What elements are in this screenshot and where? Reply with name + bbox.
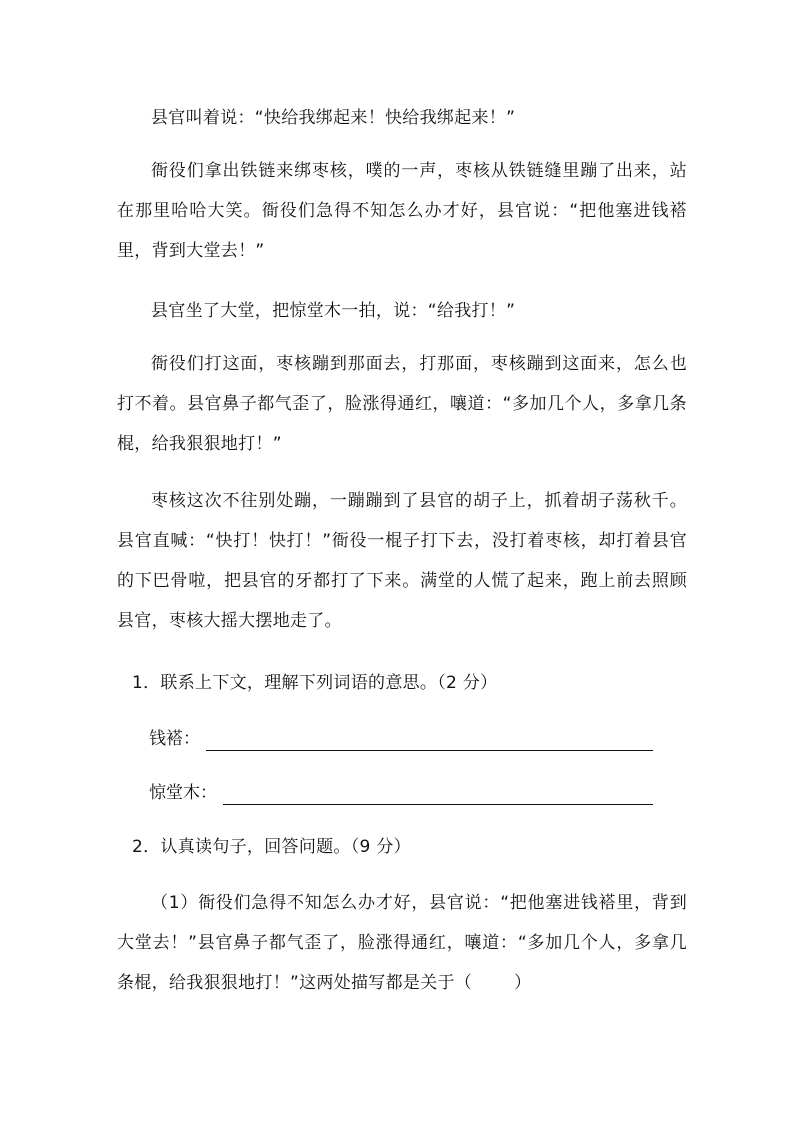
question-2-sub-1-text: （1）衙役们急得不知怎么办才好，县官说：“把他塞进钱褡里，背到大堂去！”县官鼻子都气歪了，脸涨得通红，嚷道：“多加几个人，多拿几条棍，给我狠狠地打！”这两处描写都是关于（ — [117, 893, 687, 993]
story-paragraph-1: 县官叫着说：“快给我绑起来！快给我绑起来！” — [151, 108, 516, 128]
question-1-title: 1．联系上下文，理解下列词语的意思。（2 分） — [132, 673, 498, 693]
question-2-sub-1 — [117, 883, 687, 1003]
jingtangmu-blank[interactable] — [223, 804, 653, 805]
question-2-sub-1-close: ） — [514, 973, 532, 993]
answer-line-jingtangmu — [149, 778, 654, 808]
story-paragraph-4: 衙役们打这面，枣核蹦到那面去，打那面，枣核蹦到这面来，怎么也打不着。县官鼻子都气歪了，脸涨得通红，嚷道：“多加几个人，多拿几条棍，给我狠狠地打！” — [117, 354, 687, 454]
story-paragraph-3: 县官坐了大堂，把惊堂木一拍，说：“给我打！” — [151, 301, 516, 321]
question-2-title: 2．认真读句子，回答问题。（9 分） — [132, 837, 411, 857]
story-paragraph-2: 衙役们拿出铁链来绑枣核，噗的一声，枣核从铁链缝里蹦了出来，站在那里哈哈大笑。衙役们急得不知怎么办才好，县官说：“把他塞进钱褡里，背到大堂去！” — [117, 161, 687, 261]
qiandai-label: 钱褡： — [149, 729, 200, 749]
story-paragraph-5: 枣核这次不往别处蹦，一蹦蹦到了县官的胡子上，抓着胡子荡秋千。县官直喊：“快打！快打！”衙役一棍子打下去，没打着枣核，却打着县官的下巴骨啦，把县官的牙都打了下来。满堂的人慌了起来，跑上前去照顾县官，枣核大摇大摆地走了。 — [117, 491, 687, 631]
answer-line-qiandai — [149, 724, 654, 754]
qiandai-blank[interactable] — [206, 750, 653, 751]
jingtangmu-label: 惊堂木： — [149, 783, 217, 803]
